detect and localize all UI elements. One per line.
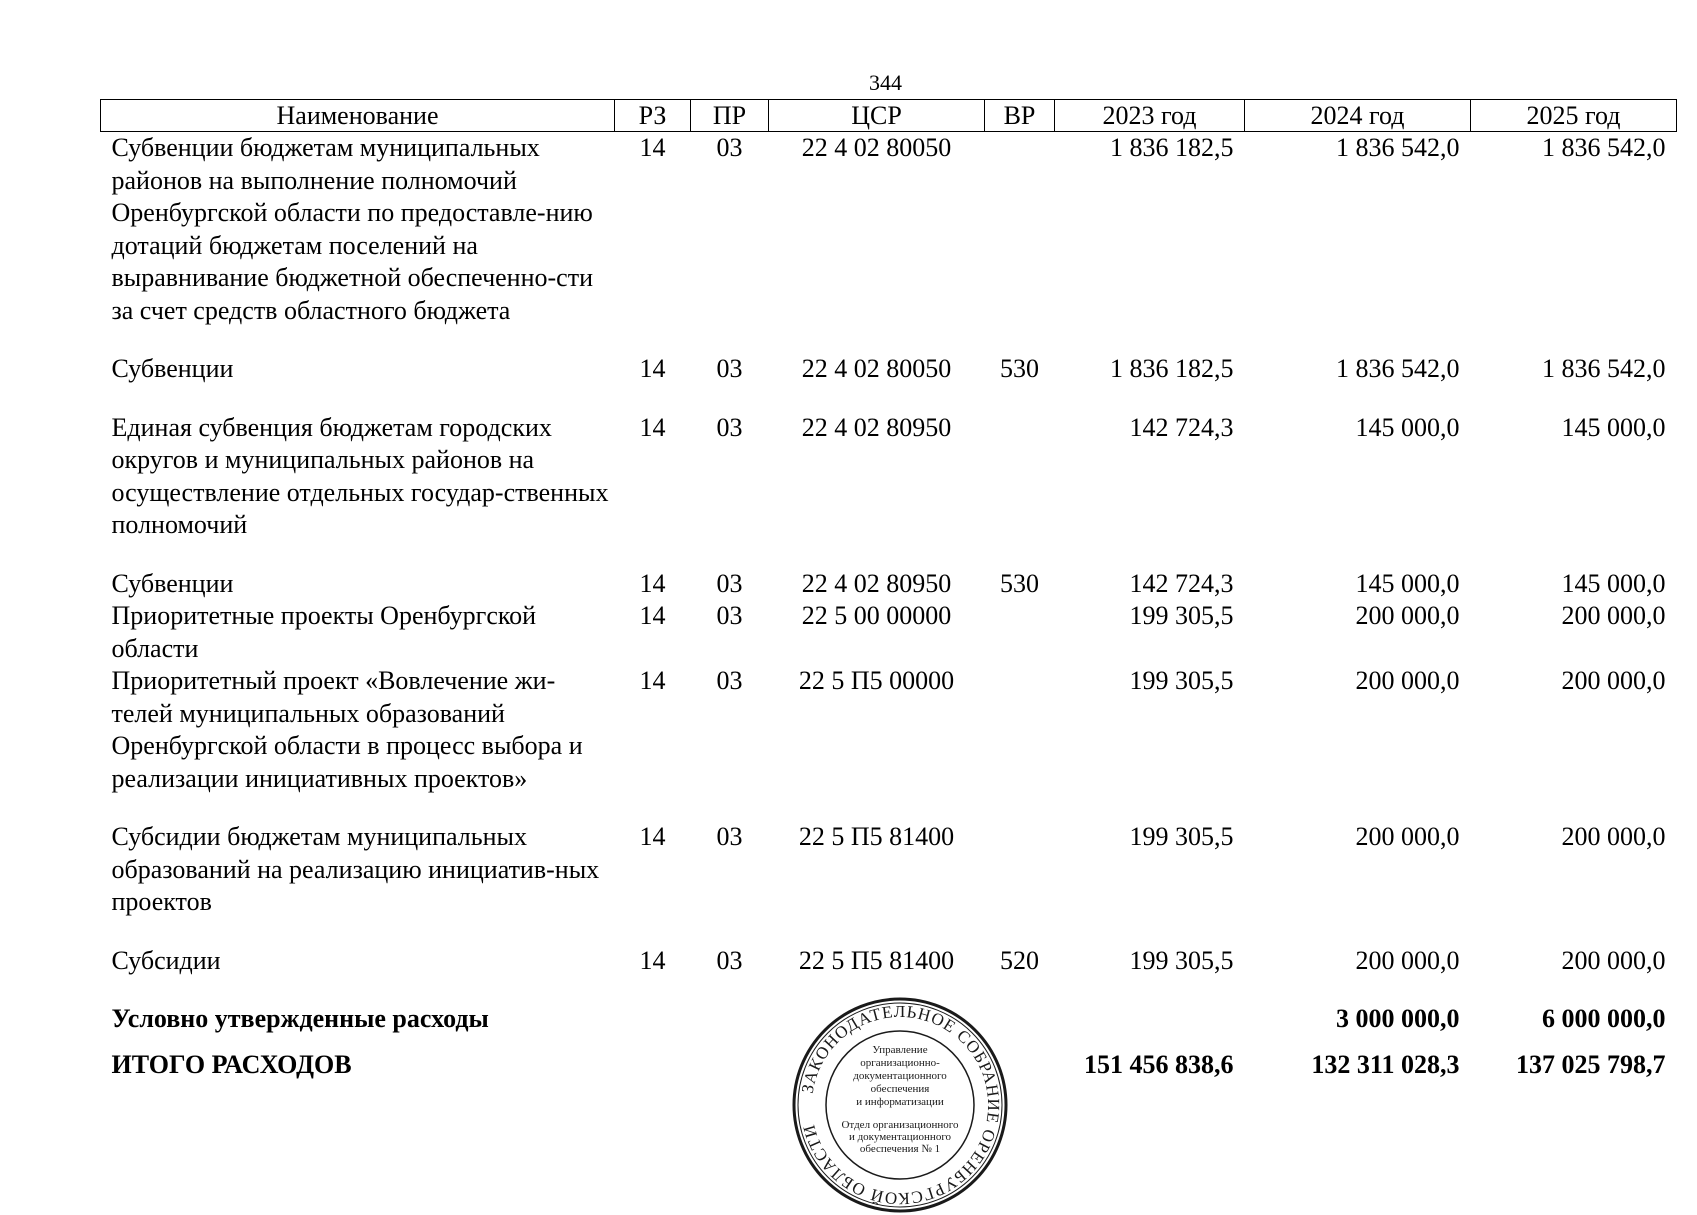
table-row — [101, 665, 1677, 821]
table-row — [101, 821, 1677, 945]
seal-line: обеспечения № 1 — [859, 1143, 941, 1155]
row-2025: 145 000,0 — [1561, 412, 1666, 442]
official-seal — [790, 995, 1010, 1215]
row-2024: 1 836 542,0 — [1336, 354, 1460, 383]
row-rz: 14 — [639, 666, 666, 695]
table-row — [101, 353, 1677, 412]
row-2024: 145 000,0 — [1355, 412, 1460, 442]
row-rz: 14 — [639, 133, 666, 162]
seal-line: Управление — [872, 1044, 928, 1056]
total-label: ИТОГО РАСХОДОВ — [111, 1050, 352, 1079]
header-rz: РЗ — [615, 100, 691, 132]
table-row — [101, 568, 1677, 601]
row-name: Субвенции бюджетам муниципальных районов на выполнение полномочий Оренбургской области по предоставле-нию дотаций бюджетам поселений на выравнивание бюджетной обеспеченно-сти за счет средств областного бюджета — [111, 133, 593, 325]
row-vr: 520 — [1000, 945, 1039, 975]
row-name: Субсидии бюджетам муниципальных образований на реализацию инициатив-ных проектов — [111, 822, 600, 916]
row-name: Единая субвенция бюджетам городских округов и муниципальных районов на осуществление отдельных государ-ственных полномочий — [111, 412, 609, 539]
table-row — [101, 412, 1677, 568]
row-2025: 200 000,0 — [1561, 601, 1666, 630]
conditional-2024: 3 000 000,0 — [1336, 1004, 1460, 1033]
row-2023: 199 305,5 — [1129, 822, 1234, 851]
row-2024: 200 000,0 — [1355, 666, 1460, 695]
row-pr: 03 — [716, 568, 743, 598]
row-name: Приоритетные проекты Оренбургской области — [111, 601, 537, 663]
row-csr: 22 4 02 80050 — [801, 133, 952, 162]
row-pr: 03 — [716, 666, 743, 695]
row-rz: 14 — [639, 601, 666, 630]
row-2025: 200 000,0 — [1561, 945, 1666, 975]
row-vr: 530 — [1000, 354, 1039, 383]
header-2023: 2023 год — [1055, 100, 1245, 132]
seal-line: и документационного — [848, 1131, 952, 1143]
row-pr: 03 — [716, 945, 743, 975]
row-2023: 1 836 182,5 — [1110, 354, 1234, 383]
seal-line: организационно- — [860, 1057, 940, 1069]
row-name: Субсидии — [111, 945, 221, 975]
row-pr: 03 — [716, 133, 743, 162]
row-rz: 14 — [639, 568, 666, 598]
row-2025: 1 836 542,0 — [1542, 354, 1666, 383]
row-2025: 145 000,0 — [1561, 568, 1666, 598]
row-csr: 22 5 00 00000 — [801, 601, 952, 630]
header-row — [101, 100, 1677, 132]
row-csr: 22 4 02 80050 — [801, 354, 952, 383]
row-2024: 200 000,0 — [1355, 822, 1460, 851]
table-row — [101, 132, 1677, 354]
row-2023: 199 305,5 — [1129, 601, 1234, 630]
row-csr: 22 4 02 80950 — [801, 412, 952, 442]
total-2025: 137 025 798,7 — [1516, 1050, 1666, 1079]
header-vr: ВР — [985, 100, 1055, 132]
conditional-expenses-label: Условно утвержденные расходы — [111, 1004, 489, 1033]
conditional-2023 — [1055, 1003, 1245, 1049]
row-2024: 1 836 542,0 — [1336, 133, 1460, 162]
seal-line: и информатизации — [856, 1096, 944, 1108]
row-2025: 1 836 542,0 — [1542, 133, 1666, 162]
row-2023: 1 836 182,5 — [1110, 133, 1234, 162]
header-pr: ПР — [691, 100, 769, 132]
row-2025: 200 000,0 — [1561, 666, 1666, 695]
header-2025: 2025 год — [1471, 100, 1677, 132]
header-2024: 2024 год — [1245, 100, 1471, 132]
row-pr: 03 — [716, 822, 743, 851]
row-csr: 22 5 П5 00000 — [798, 666, 955, 695]
row-2023: 142 724,3 — [1129, 568, 1234, 598]
row-vr: 530 — [1000, 568, 1039, 598]
header-name: Наименование — [101, 100, 615, 132]
row-vr — [985, 600, 1055, 665]
total-2024: 132 311 028,3 — [1311, 1050, 1460, 1079]
total-2023: 151 456 838,6 — [1084, 1050, 1234, 1079]
row-2024: 200 000,0 — [1355, 601, 1460, 630]
row-csr: 22 5 П5 81400 — [798, 945, 955, 975]
seal-line: Отдел организационного — [841, 1119, 959, 1131]
row-2023: 199 305,5 — [1129, 666, 1234, 695]
row-csr: 22 5 П5 81400 — [798, 822, 955, 851]
row-pr: 03 — [716, 412, 743, 442]
row-vr — [985, 412, 1055, 568]
header-csr: ЦСР — [769, 100, 985, 132]
row-2024: 200 000,0 — [1355, 945, 1460, 975]
row-name: Субвенции — [111, 354, 234, 383]
conditional-2025: 6 000 000,0 — [1542, 1004, 1666, 1033]
row-rz: 14 — [639, 945, 666, 975]
row-pr: 03 — [716, 601, 743, 630]
row-rz: 14 — [639, 822, 666, 851]
row-rz: 14 — [639, 412, 666, 442]
row-csr: 22 4 02 80950 — [801, 568, 952, 598]
seal-line: документационного — [853, 1070, 947, 1082]
row-2025: 200 000,0 — [1561, 822, 1666, 851]
row-name: Субвенции — [111, 568, 234, 598]
row-vr — [985, 821, 1055, 945]
row-pr: 03 — [716, 354, 743, 383]
row-name: Приоритетный проект «Вовлечение жи-телей муниципальных образований Оренбургской области в процесс выбора и реализации инициативных проектов» — [111, 666, 583, 793]
row-rz: 14 — [639, 354, 666, 383]
seal-line: обеспечения — [870, 1083, 930, 1095]
row-vr — [985, 665, 1055, 821]
row-vr — [985, 132, 1055, 354]
table-row — [101, 600, 1677, 665]
row-2023: 199 305,5 — [1129, 945, 1234, 975]
row-2024: 145 000,0 — [1355, 568, 1460, 598]
page-number: 344 — [869, 70, 902, 95]
seal-ring-text: ЗАКОНОДАТЕЛЬНОЕ СОБРАНИЕ ОРЕНБУРГСКОЙ ОБЛАСТИ — [797, 1001, 1004, 1209]
row-2023: 142 724,3 — [1129, 412, 1234, 442]
budget-table — [100, 99, 1677, 1082]
